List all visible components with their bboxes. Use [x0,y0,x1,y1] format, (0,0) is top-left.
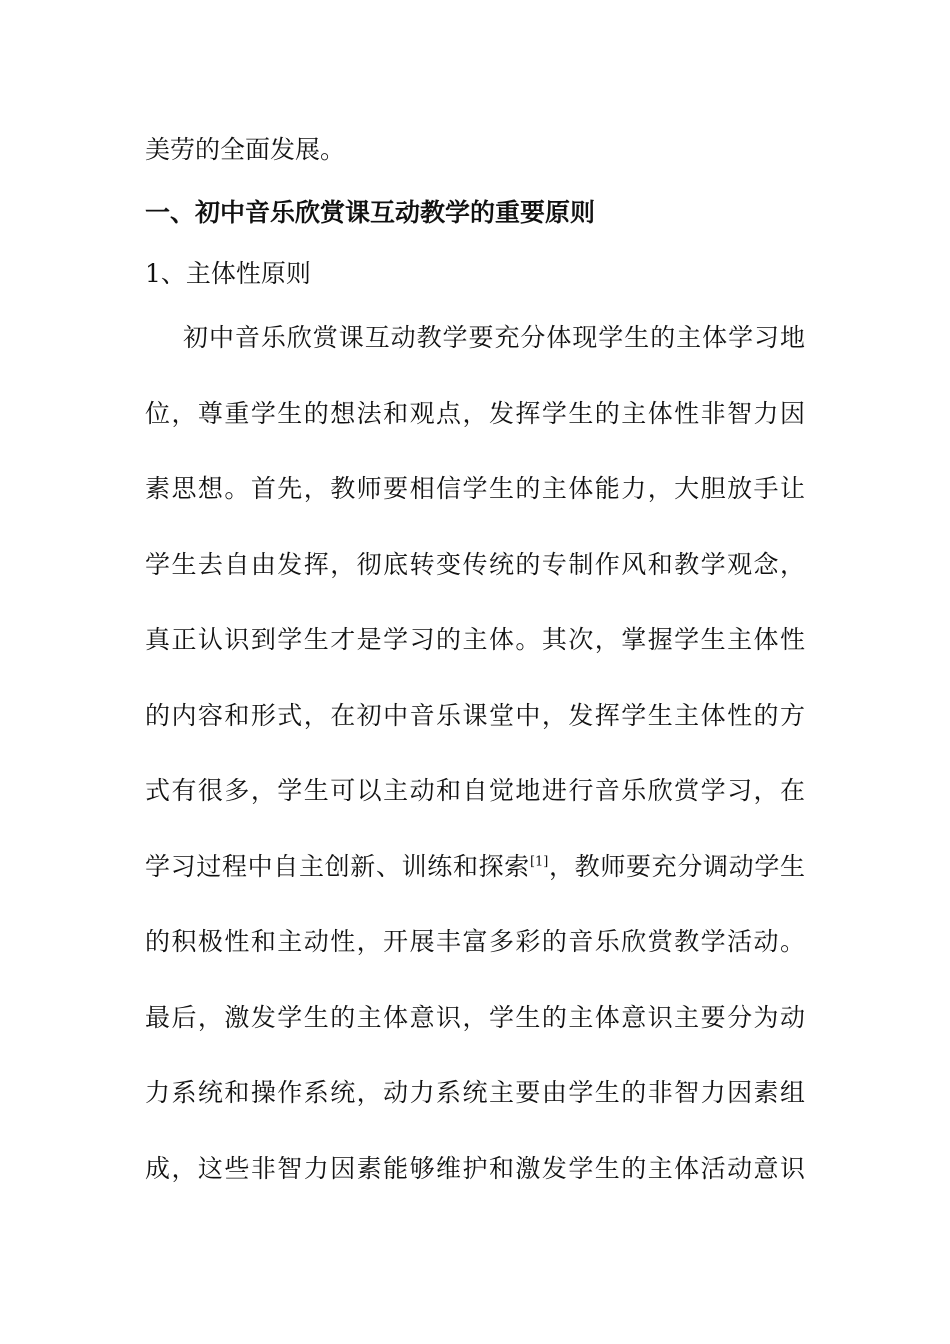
paragraph-line: 成，这些非智力因素能够维护和激发学生的主体活动意识 [145,1154,805,1183]
paragraph-line-with-citation [145,851,805,883]
paragraph-line: 素思想。首先，教师要相信学生的主体能力，大胆放手让 [145,474,805,503]
paragraph-line: 位，尊重学生的想法和观点，发挥学生的主体性非智力因 [145,399,805,428]
subsection-heading: 1、主体性原则 [145,259,311,288]
citation-marker: [1] [529,854,549,870]
paragraph-line-text: 学习过程中自主创新、训练和探索 [145,852,530,881]
paragraph-line: 学生去自由发挥，彻底转变传统的专制作风和教学观念， [145,550,805,579]
paragraph-line: 式有很多，学生可以主动和自觉地进行音乐欣赏学习，在 [145,776,805,805]
paragraph-line: 最后，激发学生的主体意识，学生的主体意识主要分为动 [145,1003,805,1032]
continuation-line: 美劳的全面发展。 [145,135,346,164]
paragraph-line-text: ，教师要充分调动学生 [548,852,805,881]
paragraph-line: 的积极性和主动性，开展丰富多彩的音乐欣赏教学活动。 [145,927,805,956]
paragraph-line: 力系统和操作系统，动力系统主要由学生的非智力因素组 [145,1078,805,1107]
section-heading: 一、初中音乐欣赏课互动教学的重要原则 [145,198,596,227]
paragraph-line: 真正认识到学生才是学习的主体。其次，掌握学生主体性 [145,625,805,654]
paragraph-line: 的内容和形式，在初中音乐课堂中，发挥学生主体性的方 [145,701,805,730]
paragraph-line: 初中音乐欣赏课互动教学要充分体现学生的主体学习地 [183,323,805,352]
